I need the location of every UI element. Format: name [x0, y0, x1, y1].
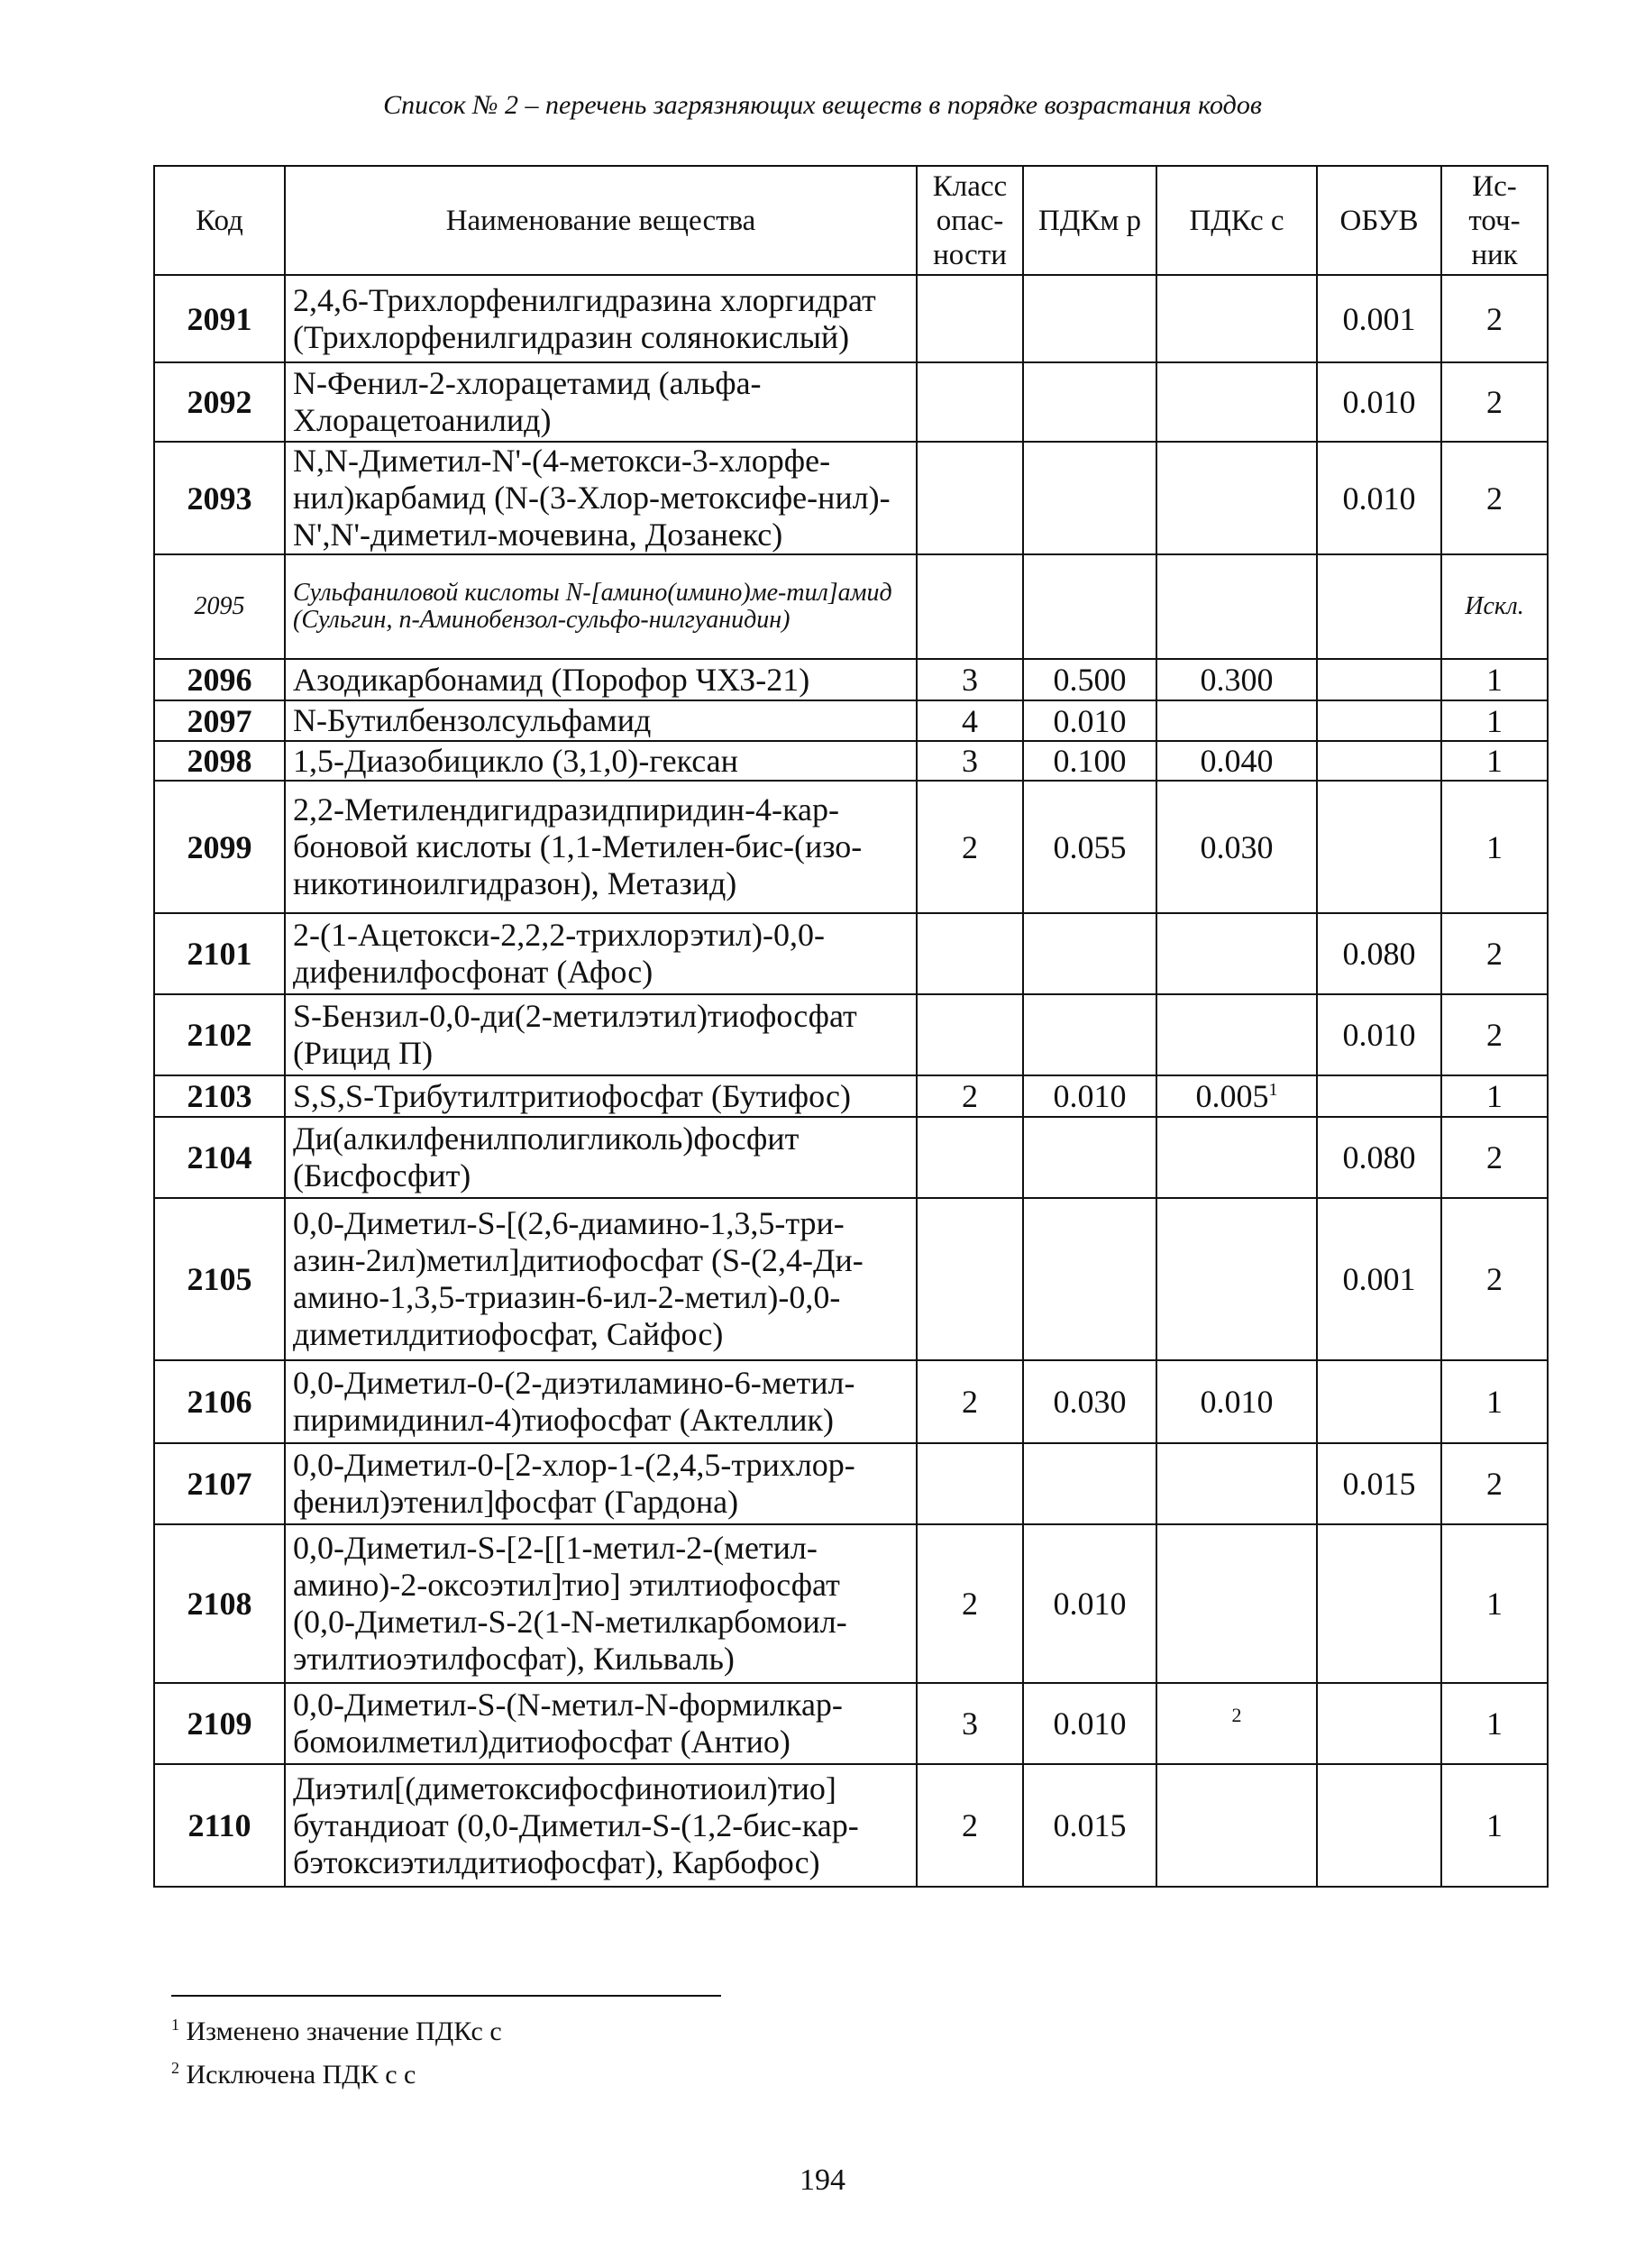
cell-source-value: 2 — [1486, 1139, 1503, 1175]
cell-code-value: 2110 — [187, 1807, 251, 1843]
cell-code — [154, 554, 285, 659]
cell-hazard-class — [917, 781, 1023, 913]
cell-obuv — [1317, 913, 1441, 994]
footnote-divider — [171, 1995, 721, 1997]
cell-pdk-ss — [1156, 700, 1317, 741]
cell-name — [285, 1443, 917, 1524]
cell-pdk-ss — [1156, 1764, 1317, 1887]
cell-name — [285, 442, 917, 554]
cell-pdk-ss — [1156, 1360, 1317, 1443]
cell-code-value: 2103 — [187, 1078, 252, 1114]
table-row — [154, 1360, 1548, 1443]
cell-pdk-mr — [1023, 913, 1156, 994]
cell-hazard-class — [917, 1683, 1023, 1764]
cell-source-value: 2 — [1486, 384, 1503, 420]
cell-code-value: 2102 — [187, 1017, 252, 1053]
cell-pdk-ss — [1156, 741, 1317, 781]
cell-obuv-value: 0.015 — [1342, 1466, 1416, 1502]
cell-pdk-ss — [1156, 994, 1317, 1075]
cell-name-value: S,S,S-Трибутилтритиофосфат (Бутифос) — [293, 1077, 851, 1114]
table-row — [154, 994, 1548, 1075]
column-header-pdk-ss: ПДКс с — [1156, 166, 1317, 275]
column-header-source: Ис-точ-ник — [1441, 166, 1548, 275]
cell-name — [285, 994, 917, 1075]
cell-source — [1441, 1198, 1548, 1360]
footnote-text: Исключена ПДК с с — [186, 2060, 416, 2090]
cell-code — [154, 442, 285, 554]
cell-code-value: 2091 — [187, 300, 252, 337]
cell-source — [1441, 1075, 1548, 1117]
cell-pdk-mr-value: 0.010 — [1053, 702, 1127, 739]
table-body — [154, 275, 1548, 1887]
cell-code-value: 2109 — [187, 1706, 252, 1742]
cell-code — [154, 1524, 285, 1683]
cell-code-value: 2093 — [187, 480, 252, 517]
cell-hazard-class — [917, 1443, 1023, 1524]
cell-hazard-class — [917, 362, 1023, 442]
cell-pdk-mr-value: 0.030 — [1053, 1384, 1127, 1420]
column-header-hazard: Класс опас-ности — [917, 166, 1023, 275]
cell-source-value: 1 — [1486, 828, 1503, 865]
column-header-name: Наименование вещества — [285, 166, 917, 275]
cell-pdk-ss — [1156, 362, 1317, 442]
table-row — [154, 913, 1548, 994]
cell-code-value: 2106 — [187, 1384, 252, 1420]
cell-code-value: 2105 — [187, 1261, 252, 1297]
cell-name-value: 0,0-Диметил-0-[2-хлор-1-(2,4,5-трихлор-фенил)этенил]фосфат (Гардона) — [293, 1447, 855, 1520]
cell-name — [285, 1683, 917, 1764]
cell-hazard-class — [917, 1764, 1023, 1887]
cell-source-value: 1 — [1486, 1078, 1503, 1114]
cell-name — [285, 1524, 917, 1683]
column-header-pdk-mr: ПДКм р — [1023, 166, 1156, 275]
cell-source-value: 1 — [1486, 1706, 1503, 1742]
cell-name-value: Ди(алкилфенилполигликоль)фосфит (Бисфосфит) — [293, 1120, 800, 1193]
cell-obuv — [1317, 1524, 1441, 1683]
cell-pdk-mr-value: 0.010 — [1053, 1706, 1127, 1742]
cell-pdk-mr — [1023, 994, 1156, 1075]
cell-code-value: 2095 — [194, 592, 245, 620]
footnote-2 — [171, 2050, 502, 2093]
table-row — [154, 1198, 1548, 1360]
cell-source — [1441, 700, 1548, 741]
cell-pdk-mr — [1023, 1075, 1156, 1117]
cell-name — [285, 1117, 917, 1198]
cell-hazard-class — [917, 442, 1023, 554]
cell-name-value: N,N-Диметил-N'-(4-метокси-3-хлорфе-нил)карбамид (N-(3-Хлор-метоксифе-нил)-N',N'-диметил-мочевина, Дозанекс) — [293, 443, 891, 553]
cell-name — [285, 781, 917, 913]
cell-code-value: 2108 — [187, 1586, 252, 1622]
cell-hazard-class-value: 2 — [962, 1078, 978, 1114]
cell-name — [285, 1075, 917, 1117]
cell-obuv — [1317, 1683, 1441, 1764]
cell-code — [154, 1075, 285, 1117]
cell-pdk-mr — [1023, 700, 1156, 741]
table-row — [154, 1683, 1548, 1764]
cell-pdk-mr — [1023, 1360, 1156, 1443]
cell-pdk-mr-value: 0.100 — [1053, 743, 1127, 779]
cell-name — [285, 700, 917, 741]
cell-source-value: 2 — [1486, 936, 1503, 972]
cell-code — [154, 362, 285, 442]
cell-pdk-mr — [1023, 275, 1156, 362]
table-row — [154, 659, 1548, 700]
cell-source — [1441, 1683, 1548, 1764]
cell-hazard-class — [917, 913, 1023, 994]
cell-obuv — [1317, 442, 1441, 554]
cell-pdk-ss — [1156, 1117, 1317, 1198]
cell-pdk-ss — [1156, 659, 1317, 700]
cell-obuv-value: 0.080 — [1342, 1139, 1416, 1175]
cell-obuv-value: 0.080 — [1342, 936, 1416, 972]
cell-pdk-mr-value: 0.015 — [1053, 1807, 1127, 1843]
table-row — [154, 554, 1548, 659]
cell-pdk-mr — [1023, 362, 1156, 442]
footnote-reference: 2 — [1231, 1704, 1242, 1726]
cell-source-value: 1 — [1486, 1807, 1503, 1843]
cell-obuv — [1317, 741, 1441, 781]
cell-code-value: 2107 — [187, 1466, 252, 1502]
cell-obuv — [1317, 1443, 1441, 1524]
cell-hazard-class-value: 3 — [962, 1706, 978, 1742]
cell-hazard-class — [917, 741, 1023, 781]
cell-source-value: 1 — [1486, 702, 1503, 739]
cell-obuv-value: 0.010 — [1342, 480, 1416, 517]
cell-hazard-class-value: 2 — [962, 1586, 978, 1622]
table-row — [154, 362, 1548, 442]
cell-pdk-mr — [1023, 781, 1156, 913]
cell-name — [285, 913, 917, 994]
cell-code-value: 2098 — [187, 743, 252, 779]
column-header-code: Код — [154, 166, 285, 275]
cell-pdk-mr — [1023, 1198, 1156, 1360]
table-row — [154, 442, 1548, 554]
cell-source — [1441, 554, 1548, 659]
cell-pdk-mr-value: 0.010 — [1053, 1586, 1127, 1622]
cell-source-value: 1 — [1486, 743, 1503, 779]
table-row — [154, 275, 1548, 362]
cell-hazard-class — [917, 275, 1023, 362]
cell-pdk-mr — [1023, 1683, 1156, 1764]
cell-source-value: 2 — [1486, 1017, 1503, 1053]
footnote-reference: 1 — [1268, 1080, 1278, 1100]
cell-pdk-ss-value: 0.040 — [1200, 743, 1274, 779]
cell-pdk-mr-value: 0.055 — [1053, 828, 1127, 865]
cell-name-value: 0,0-Диметил-0-(2-диэтиламино-6-метил-пиримидинил-4)тиофосфат (Актеллик) — [293, 1365, 855, 1438]
cell-source — [1441, 741, 1548, 781]
cell-name-value: 0,0-Диметил-S-(N-метил-N-формилкар-бомоилметил)дитиофосфат (Антио) — [293, 1687, 843, 1760]
cell-pdk-ss-value: 0.010 — [1200, 1384, 1274, 1420]
cell-name-value: S-Бензил-0,0-ди(2-метилэтил)тиофосфат (Рицид П) — [293, 998, 857, 1071]
cell-pdk-mr — [1023, 1443, 1156, 1524]
cell-code — [154, 1683, 285, 1764]
cell-name-value: N-Бутилбензолсульфамид — [293, 702, 652, 738]
cell-name — [285, 362, 917, 442]
cell-source — [1441, 275, 1548, 362]
cell-pdk-ss — [1156, 275, 1317, 362]
cell-name-value: N-Фенил-2-хлорацетамид (альфа-Хлорацетоанилид) — [293, 365, 762, 438]
page-number: 194 — [800, 2163, 845, 2197]
cell-code — [154, 1198, 285, 1360]
cell-pdk-ss — [1156, 781, 1317, 913]
cell-source — [1441, 1443, 1548, 1524]
table-row — [154, 1117, 1548, 1198]
cell-name-value: 2,4,6-Трихлорфенилгидразина хлоргидрат (Трихлорфенилгидразин солянокислый) — [293, 281, 876, 355]
table-row — [154, 781, 1548, 913]
cell-pdk-ss — [1156, 1524, 1317, 1683]
cell-name — [285, 1764, 917, 1887]
cell-code — [154, 1360, 285, 1443]
cell-obuv — [1317, 659, 1441, 700]
cell-hazard-class — [917, 1524, 1023, 1683]
cell-pdk-mr — [1023, 1764, 1156, 1887]
cell-source — [1441, 781, 1548, 913]
cell-code — [154, 1764, 285, 1887]
cell-source-value: 2 — [1486, 480, 1503, 517]
cell-pdk-ss — [1156, 1443, 1317, 1524]
cell-code — [154, 741, 285, 781]
cell-hazard-class-value: 2 — [962, 1807, 978, 1843]
cell-code — [154, 913, 285, 994]
cell-name — [285, 741, 917, 781]
cell-code — [154, 659, 285, 700]
cell-code-value: 2101 — [187, 936, 252, 972]
cell-pdk-mr — [1023, 554, 1156, 659]
cell-source — [1441, 1764, 1548, 1887]
cell-pdk-ss — [1156, 913, 1317, 994]
column-header-obuv: ОБУВ — [1317, 166, 1441, 275]
cell-obuv-value: 0.001 — [1342, 300, 1416, 337]
cell-code-value: 2092 — [187, 384, 252, 420]
table-row — [154, 1443, 1548, 1524]
cell-obuv — [1317, 554, 1441, 659]
cell-pdk-mr-value: 0.010 — [1053, 1078, 1127, 1114]
footnote-1 — [171, 2007, 502, 2050]
cell-hazard-class — [917, 1117, 1023, 1198]
cell-source — [1441, 659, 1548, 700]
cell-name — [285, 1198, 917, 1360]
cell-source-value: 2 — [1486, 300, 1503, 337]
cell-hazard-class — [917, 1198, 1023, 1360]
cell-code — [154, 700, 285, 741]
cell-hazard-class-value: 4 — [962, 702, 978, 739]
table-row — [154, 741, 1548, 781]
cell-code — [154, 1117, 285, 1198]
cell-source — [1441, 442, 1548, 554]
cell-code-value: 2099 — [187, 828, 252, 865]
cell-source-value: 1 — [1486, 662, 1503, 698]
cell-hazard-class — [917, 659, 1023, 700]
cell-pdk-ss — [1156, 442, 1317, 554]
cell-pdk-ss-value: 0.030 — [1200, 828, 1274, 865]
table-row — [154, 1075, 1548, 1117]
cell-pdk-mr — [1023, 1524, 1156, 1683]
cell-name-value: 0,0-Диметил-S-[(2,6-диамино-1,3,5-три-азин-2ил)метил]дитиофосфат (S-(2,4-Ди-амино-1,3,5-триазин-6-ил-2-метил)-0,0-диметилдитиофосфат, Сайфос) — [293, 1205, 864, 1352]
cell-code-value: 2096 — [187, 662, 252, 698]
cell-pdk-ss — [1156, 1683, 1317, 1764]
cell-pdk-ss-value: 0.300 — [1200, 662, 1274, 698]
cell-pdk-mr — [1023, 442, 1156, 554]
cell-source — [1441, 1117, 1548, 1198]
cell-obuv-value: 0.001 — [1342, 1261, 1416, 1297]
cell-name — [285, 275, 917, 362]
cell-source — [1441, 1524, 1548, 1683]
cell-name-value: Азодикарбонамид (Порофор ЧХЗ-21) — [293, 661, 810, 698]
cell-pdk-mr — [1023, 659, 1156, 700]
cell-pdk-ss — [1156, 554, 1317, 659]
cell-name-value: 2,2-Метилендигидразидпиридин-4-кар-боновой кислоты (1,1-Метилен-бис-(изо-никотиноилгидразон), Метазид) — [293, 791, 863, 901]
cell-name — [285, 1360, 917, 1443]
cell-obuv — [1317, 1198, 1441, 1360]
cell-source — [1441, 913, 1548, 994]
cell-code — [154, 1443, 285, 1524]
cell-hazard-class — [917, 1075, 1023, 1117]
cell-source-value: Искл. — [1465, 592, 1524, 620]
cell-hazard-class-value: 3 — [962, 662, 978, 698]
table-header-row — [154, 166, 1548, 275]
cell-name-value: Сульфаниловой кислоты N-[амино(имино)ме-тил]амид (Сульгин, п-Аминобензол-сульфо-нилгуанидин) — [293, 579, 892, 634]
cell-pdk-ss — [1156, 1198, 1317, 1360]
table-row — [154, 700, 1548, 741]
cell-obuv-value: 0.010 — [1342, 384, 1416, 420]
substances-table — [153, 165, 1549, 1888]
cell-source-value: 1 — [1486, 1586, 1503, 1622]
footnote-mark: 2 — [171, 2059, 179, 2077]
cell-pdk-ss-value: 0.005 — [1195, 1078, 1269, 1114]
cell-pdk-mr-value: 0.500 — [1053, 662, 1127, 698]
cell-source-value: 2 — [1486, 1261, 1503, 1297]
cell-name — [285, 554, 917, 659]
cell-obuv — [1317, 700, 1441, 741]
cell-code — [154, 994, 285, 1075]
cell-obuv-value: 0.010 — [1342, 1017, 1416, 1053]
cell-hazard-class-value: 3 — [962, 743, 978, 779]
cell-name-value: 0,0-Диметил-S-[2-[[1-метил-2-(метил-амино)-2-оксоэтил]тио] этилтиофосфат (0,0-Диметил-S-2(1-N-метилкарбомоил-этилтиоэтилфосфат), Кильваль) — [293, 1530, 847, 1677]
table-row — [154, 1764, 1548, 1887]
footnote-mark: 1 — [171, 2016, 179, 2034]
cell-code-value: 2104 — [187, 1139, 252, 1175]
cell-name — [285, 659, 917, 700]
cell-source — [1441, 362, 1548, 442]
cell-code — [154, 781, 285, 913]
cell-obuv — [1317, 1360, 1441, 1443]
cell-name-value: 2-(1-Ацетокси-2,2,2-трихлорэтил)-0,0-дифенилфосфонат (Афос) — [293, 917, 825, 990]
cell-hazard-class — [917, 700, 1023, 741]
cell-obuv — [1317, 275, 1441, 362]
footnote-text: Изменено значение ПДКс с — [186, 2017, 502, 2046]
cell-name-value: 1,5-Диазобицикло (3,1,0)-гексан — [293, 742, 738, 779]
cell-code — [154, 275, 285, 362]
cell-source-value: 1 — [1486, 1384, 1503, 1420]
cell-source — [1441, 1360, 1548, 1443]
cell-obuv — [1317, 781, 1441, 913]
table-row — [154, 1524, 1548, 1683]
cell-pdk-mr — [1023, 741, 1156, 781]
cell-pdk-mr — [1023, 1117, 1156, 1198]
cell-code-value: 2097 — [187, 702, 252, 739]
footnotes — [171, 2007, 502, 2093]
cell-obuv — [1317, 362, 1441, 442]
cell-pdk-ss — [1156, 1075, 1317, 1117]
cell-obuv — [1317, 1117, 1441, 1198]
cell-hazard-class — [917, 994, 1023, 1075]
cell-obuv — [1317, 1764, 1441, 1887]
cell-name-value: Диэтил[(диметоксифосфинотиоил)тио] бутандиоат (0,0-Диметил-S-(1,2-бис-кар-бэтоксиэтилдитиофосфат), Карбофос) — [293, 1770, 859, 1880]
cell-source — [1441, 994, 1548, 1075]
page-header: Список № 2 – перечень загрязняющих веществ в порядке возрастания кодов — [383, 90, 1262, 120]
cell-hazard-class-value: 2 — [962, 1384, 978, 1420]
cell-obuv — [1317, 1075, 1441, 1117]
cell-obuv — [1317, 994, 1441, 1075]
cell-hazard-class-value: 2 — [962, 828, 978, 865]
cell-hazard-class — [917, 554, 1023, 659]
cell-hazard-class — [917, 1360, 1023, 1443]
cell-source-value: 2 — [1486, 1466, 1503, 1502]
